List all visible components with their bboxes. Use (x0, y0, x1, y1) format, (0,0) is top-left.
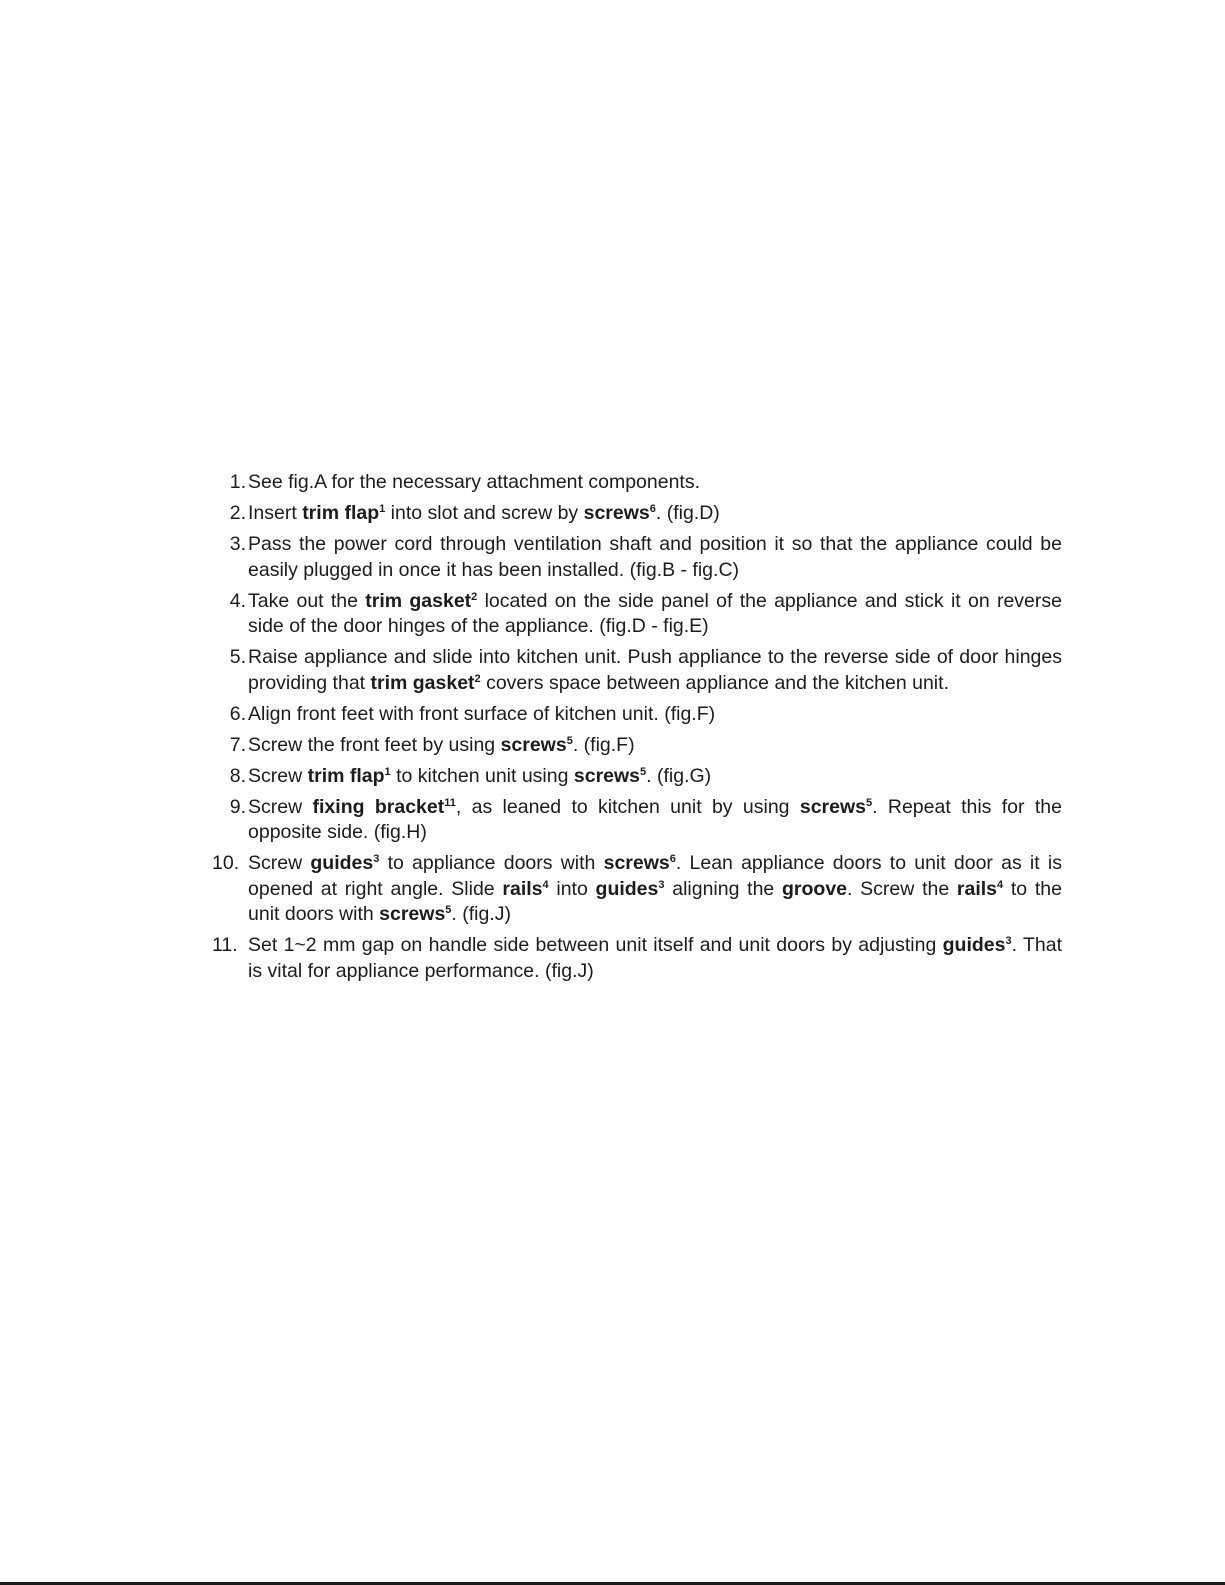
component-name: trim gasket (365, 589, 472, 612)
step-text: Screw the front feet by using (248, 733, 501, 756)
step-text: into slot and screw by (385, 502, 584, 524)
instruction-step (212, 501, 1062, 527)
step-text: . (fig.D) (655, 502, 720, 524)
instruction-step (212, 795, 1062, 846)
component-name: trim flap (307, 764, 385, 787)
step-text: Take out the (248, 589, 366, 612)
component-name: groove (782, 877, 848, 900)
step-text: Raise appliance and slide into kitchen unit. Push appliance to the reverse side of door hinges providing that (248, 646, 1062, 694)
part-reference-number: 5 (640, 765, 647, 778)
instruction-step (212, 470, 1062, 496)
step-text: See fig.A for the necessary attachment components. (248, 471, 701, 493)
part-reference-number: 5 (566, 734, 573, 747)
step-number: 11. (212, 934, 238, 956)
step-text: into (548, 877, 596, 900)
step-number: 4. (229, 589, 246, 612)
component-name: trim gasket (370, 671, 475, 694)
part-reference-number: 5 (865, 796, 873, 809)
step-text: . (fig.F) (572, 733, 635, 756)
part-reference-number: 6 (649, 503, 656, 515)
step-text: Set 1~2 mm gap on handle side between unit itself and unit doors by adjusting (248, 934, 943, 956)
step-text: , as leaned to kitchen unit by using (455, 795, 800, 818)
step-text: . That is vital for appliance performance. (fig.J) (248, 934, 1062, 982)
part-reference-number: 1 (384, 765, 391, 778)
step-text: . Lean appliance doors to unit door as it is opened at right angle. Slide (248, 852, 1062, 900)
instruction-step (212, 733, 1062, 759)
component-name: screws (799, 795, 866, 818)
step-number: 5. (229, 646, 246, 668)
instruction-step (212, 589, 1062, 640)
part-reference-number: 3 (1005, 935, 1012, 947)
part-reference-number: 1 (379, 503, 386, 515)
installation-steps-list (212, 470, 1062, 990)
component-name: rails (502, 877, 543, 900)
instruction-step (212, 645, 1062, 696)
step-text: to appliance doors with (379, 852, 604, 874)
component-name: screws (573, 764, 641, 787)
component-name: screws (379, 903, 446, 925)
step-text: located on the side panel of the appliance and stick it on reverse side of the door hinges of the appliance. (fig.D - fig.E) (248, 589, 1062, 637)
part-reference-number: 6 (669, 853, 676, 865)
part-reference-number: 2 (474, 672, 481, 685)
component-name: trim flap (302, 502, 380, 524)
step-text: aligning the (664, 877, 783, 900)
component-name: guides (942, 934, 1006, 956)
step-text: . (fig.J) (451, 903, 512, 925)
step-number: 1. (229, 471, 246, 493)
step-number: 6. (229, 702, 246, 725)
step-text: to the unit doors with (248, 877, 1062, 925)
step-number: 3. (229, 533, 246, 555)
part-reference-number: 3 (658, 878, 665, 891)
step-number: 7. (229, 733, 246, 756)
component-name: guides (310, 852, 374, 874)
step-text: Align front feet with front surface of kitchen unit. (fig.F) (248, 702, 716, 725)
step-number: 2. (229, 502, 246, 524)
part-reference-number: 11 (444, 796, 456, 809)
step-number: 9. (229, 795, 246, 818)
step-number: 8. (229, 764, 246, 787)
component-name: fixing bracket (312, 795, 445, 818)
part-reference-number: 5 (445, 904, 452, 916)
part-reference-number: 3 (373, 853, 380, 865)
step-text: Screw (248, 852, 311, 874)
step-text: Insert (248, 502, 303, 524)
step-text: Screw (248, 795, 313, 818)
step-text: . (fig.G) (646, 764, 712, 787)
part-reference-number: 4 (997, 878, 1004, 891)
instruction-step (212, 933, 1062, 984)
component-name: guides (595, 877, 659, 900)
component-name: rails (956, 877, 998, 900)
step-text: to kitchen unit using (390, 764, 574, 787)
component-name: screws (500, 733, 567, 756)
instruction-step (212, 532, 1062, 583)
step-text: . Repeat this for the opposite side. (fig.H) (248, 795, 1062, 843)
step-text: Screw (248, 764, 308, 787)
part-reference-number: 4 (542, 878, 549, 891)
component-name: screws (583, 502, 650, 524)
part-reference-number: 2 (471, 590, 478, 603)
component-name: screws (603, 852, 670, 874)
step-number: 10. (212, 852, 240, 874)
instruction-step (212, 702, 1062, 728)
step-text: covers space between appliance and the kitchen unit. (480, 671, 949, 694)
step-text: Pass the power cord through ventilation shaft and position it so that the appliance could be easily plugged in once it has been installed. (fig.B - fig.C) (248, 533, 1062, 581)
step-text: . Screw the (847, 877, 957, 900)
instruction-step (212, 764, 1062, 790)
instruction-step (212, 851, 1062, 928)
